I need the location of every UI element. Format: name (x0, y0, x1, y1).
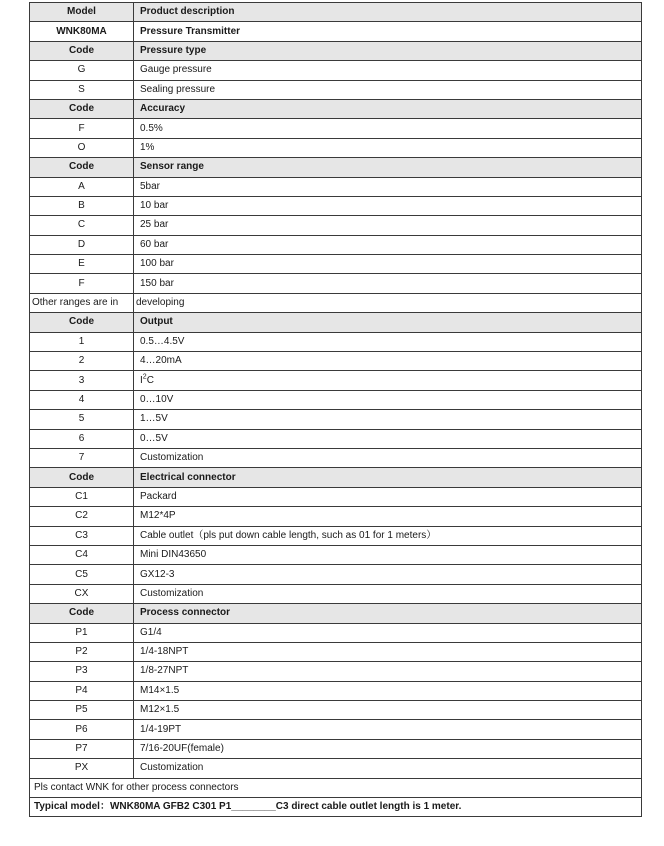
section-header-accuracy (30, 99, 642, 118)
option-description: 7/16-20UF(female) (134, 739, 642, 758)
option-code: C3 (30, 526, 134, 545)
table-row (30, 545, 642, 564)
table-row (30, 332, 642, 351)
option-code: S (30, 80, 134, 99)
option-description: G1/4 (134, 623, 642, 642)
option-description: Customization (134, 448, 642, 467)
option-code: C (30, 216, 134, 235)
option-description: 100 bar (134, 255, 642, 274)
sensor-range-note-part2: developing (134, 293, 642, 312)
sensor-range-note-row (30, 293, 642, 312)
option-description: 1/4-18NPT (134, 642, 642, 661)
table-row (30, 352, 642, 371)
option-code: 2 (30, 352, 134, 371)
table-row (30, 255, 642, 274)
option-description: Sealing pressure (134, 80, 642, 99)
option-description: 25 bar (134, 216, 642, 235)
option-description (134, 371, 642, 390)
option-description: M12×1.5 (134, 701, 642, 720)
option-description: M14×1.5 (134, 681, 642, 700)
option-description: 150 bar (134, 274, 642, 293)
table-row (30, 80, 642, 99)
table-row (30, 371, 642, 390)
table-row (30, 61, 642, 80)
option-description: M12*4P (134, 507, 642, 526)
option-code: C4 (30, 545, 134, 564)
table-row (30, 448, 642, 467)
table-row (30, 216, 642, 235)
option-code: F (30, 119, 134, 138)
output-i2c-tail: C (146, 374, 154, 386)
option-description: 1…5V (134, 410, 642, 429)
model-description: Pressure Transmitter (134, 22, 642, 41)
code-header: Code (30, 99, 134, 118)
table-row (30, 662, 642, 681)
option-code: P1 (30, 623, 134, 642)
option-code: G (30, 61, 134, 80)
option-description: 0…5V (134, 429, 642, 448)
option-description: 10 bar (134, 196, 642, 215)
table-row (30, 623, 642, 642)
option-description: 60 bar (134, 235, 642, 254)
option-code: O (30, 138, 134, 157)
section-title: Pressure type (134, 41, 642, 60)
table-row (30, 429, 642, 448)
option-description: Gauge pressure (134, 61, 642, 80)
option-description: Packard (134, 487, 642, 506)
option-description: 5bar (134, 177, 642, 196)
option-description: Mini DIN43650 (134, 545, 642, 564)
table-row (30, 196, 642, 215)
option-code: P4 (30, 681, 134, 700)
table-row (30, 701, 642, 720)
process-connector-note-row (30, 778, 642, 797)
section-header-output (30, 313, 642, 332)
option-code: 5 (30, 410, 134, 429)
sensor-range-note-part1: Other ranges are in (30, 293, 134, 312)
table-header-row (30, 3, 642, 22)
option-description: Customization (134, 759, 642, 778)
section-title: Sensor range (134, 158, 642, 177)
table-row (30, 390, 642, 409)
option-description: 1/4-19PT (134, 720, 642, 739)
table-row (30, 526, 642, 545)
option-code: CX (30, 584, 134, 603)
table-row (30, 642, 642, 661)
option-code: A (30, 177, 134, 196)
code-header: Code (30, 468, 134, 487)
typical-model: Typical model：WNK80MA GFB2 C301 P1________C3 direct cable outlet length is 1 meter. (30, 798, 642, 817)
option-code: 7 (30, 448, 134, 467)
option-description: 0.5% (134, 119, 642, 138)
model-row (30, 22, 642, 41)
option-description: 0…10V (134, 390, 642, 409)
section-title: Process connector (134, 604, 642, 623)
option-code: P2 (30, 642, 134, 661)
product-code-table (29, 2, 642, 817)
code-header: Code (30, 41, 134, 60)
option-code: 6 (30, 429, 134, 448)
option-code: P7 (30, 739, 134, 758)
option-code: F (30, 274, 134, 293)
output-i2c-main: I (140, 374, 143, 386)
option-code: 4 (30, 390, 134, 409)
option-description: Cable outlet（pls put down cable length, such as 01 for 1 meters） (134, 526, 642, 545)
option-code: C2 (30, 507, 134, 526)
option-code: P5 (30, 701, 134, 720)
table-row (30, 739, 642, 758)
table-row (30, 584, 642, 603)
section-title: Output (134, 313, 642, 332)
section-header-electrical-connector (30, 468, 642, 487)
table-row (30, 410, 642, 429)
table-row (30, 274, 642, 293)
option-description: 0.5…4.5V (134, 332, 642, 351)
option-code: P6 (30, 720, 134, 739)
option-code: C5 (30, 565, 134, 584)
process-connector-note: Pls contact WNK for other process connectors (30, 778, 642, 797)
section-title: Accuracy (134, 99, 642, 118)
table-row (30, 759, 642, 778)
option-description: 1% (134, 138, 642, 157)
table-row (30, 177, 642, 196)
code-header: Code (30, 313, 134, 332)
section-header-process-connector (30, 604, 642, 623)
description-column-header: Product description (134, 3, 642, 22)
option-code: B (30, 196, 134, 215)
option-code: D (30, 235, 134, 254)
option-description: 1/8-27NPT (134, 662, 642, 681)
option-code: 1 (30, 332, 134, 351)
code-header: Code (30, 604, 134, 623)
section-header-pressure-type (30, 41, 642, 60)
table-row (30, 681, 642, 700)
option-description: GX12-3 (134, 565, 642, 584)
option-code: 3 (30, 371, 134, 390)
table-row (30, 507, 642, 526)
option-description: Customization (134, 584, 642, 603)
section-header-sensor-range (30, 158, 642, 177)
table-row (30, 487, 642, 506)
table-row (30, 119, 642, 138)
output-i2c-superscript: 2 (142, 373, 147, 381)
table-row (30, 235, 642, 254)
model-code: WNK80MA (30, 22, 134, 41)
option-description: 4…20mA (134, 352, 642, 371)
option-code: PX (30, 759, 134, 778)
table-row (30, 565, 642, 584)
table-row (30, 138, 642, 157)
model-column-header: Model (30, 3, 134, 22)
option-code: P3 (30, 662, 134, 681)
option-code: C1 (30, 487, 134, 506)
typical-model-row (30, 798, 642, 817)
option-code: E (30, 255, 134, 274)
section-title: Electrical connector (134, 468, 642, 487)
code-header: Code (30, 158, 134, 177)
table-row (30, 720, 642, 739)
